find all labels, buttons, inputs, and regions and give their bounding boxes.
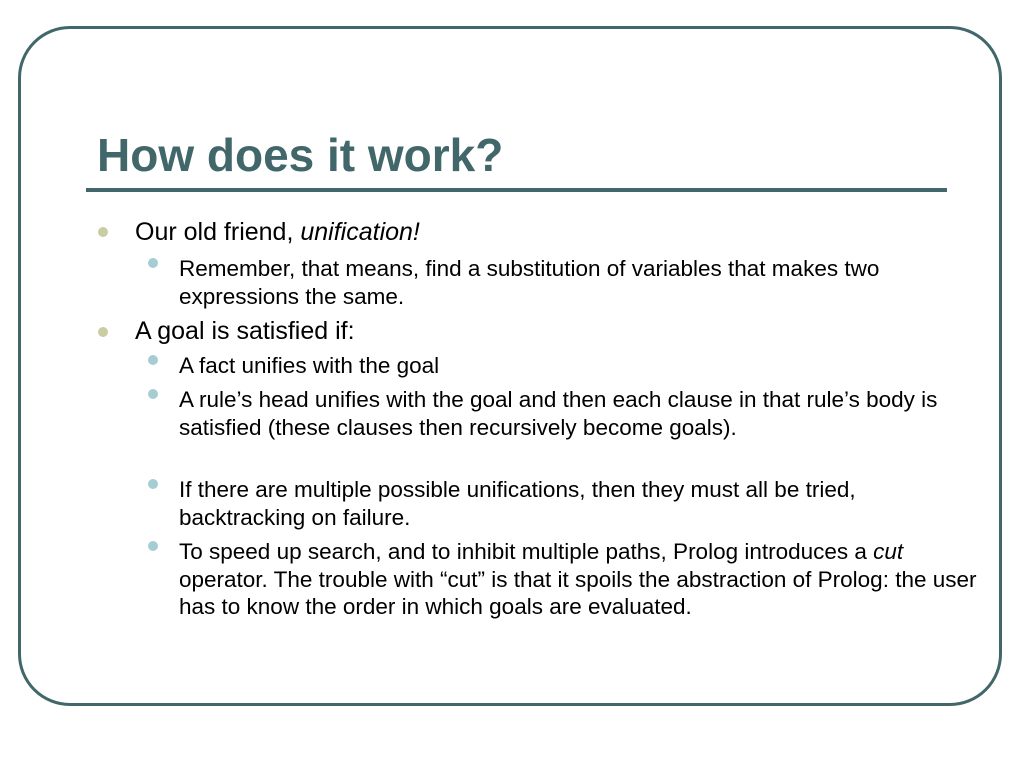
- sub-bullet-dot-icon: [148, 258, 158, 268]
- bullet-dot-icon: [98, 227, 108, 237]
- sub-bullet-dot-icon: [148, 541, 158, 551]
- sub-bullet-item-2-3: If there are multiple possible unifications, then they must all be tried, backtracking on failure.: [179, 477, 856, 530]
- sub-bullet-item-2-4-text-a: To speed up search, and to inhibit multiple paths, Prolog introduces a: [179, 539, 874, 564]
- slide-title: How does it work?: [97, 129, 504, 181]
- sub-bullet-item-2-4: [179, 538, 979, 621]
- sub-bullet-item-2-1: A fact unifies with the goal: [179, 353, 440, 378]
- bullet-dot-icon: [98, 327, 108, 337]
- sub-bullet-dot-icon: [148, 355, 158, 365]
- bullet-item-1-text: Our old friend,: [135, 218, 301, 246]
- sub-bullet-dot-icon: [148, 479, 158, 489]
- sub-bullet-dot-icon: [148, 389, 158, 399]
- sub-bullet-item-1-1: Remember, that means, find a substitution of variables that makes two expressions the same.: [179, 256, 880, 309]
- bullet-item-1-italic: unification!: [300, 218, 420, 246]
- bullet-item-2: A goal is satisfied if:: [135, 317, 355, 345]
- sub-bullet-item-2-4-text-b: operator. The trouble with “cut” is that it spoils the abstraction of Prolog: the user has to know the order in which goals are evaluated.: [179, 566, 977, 619]
- sub-bullet-item-2-4-italic: cut: [873, 539, 904, 564]
- bullet-item-1: [135, 217, 420, 247]
- sub-bullet-item-2-2: A rule’s head unifies with the goal and then each clause in that rule’s body is satisfied (these clauses then recursively become goals).: [179, 387, 938, 440]
